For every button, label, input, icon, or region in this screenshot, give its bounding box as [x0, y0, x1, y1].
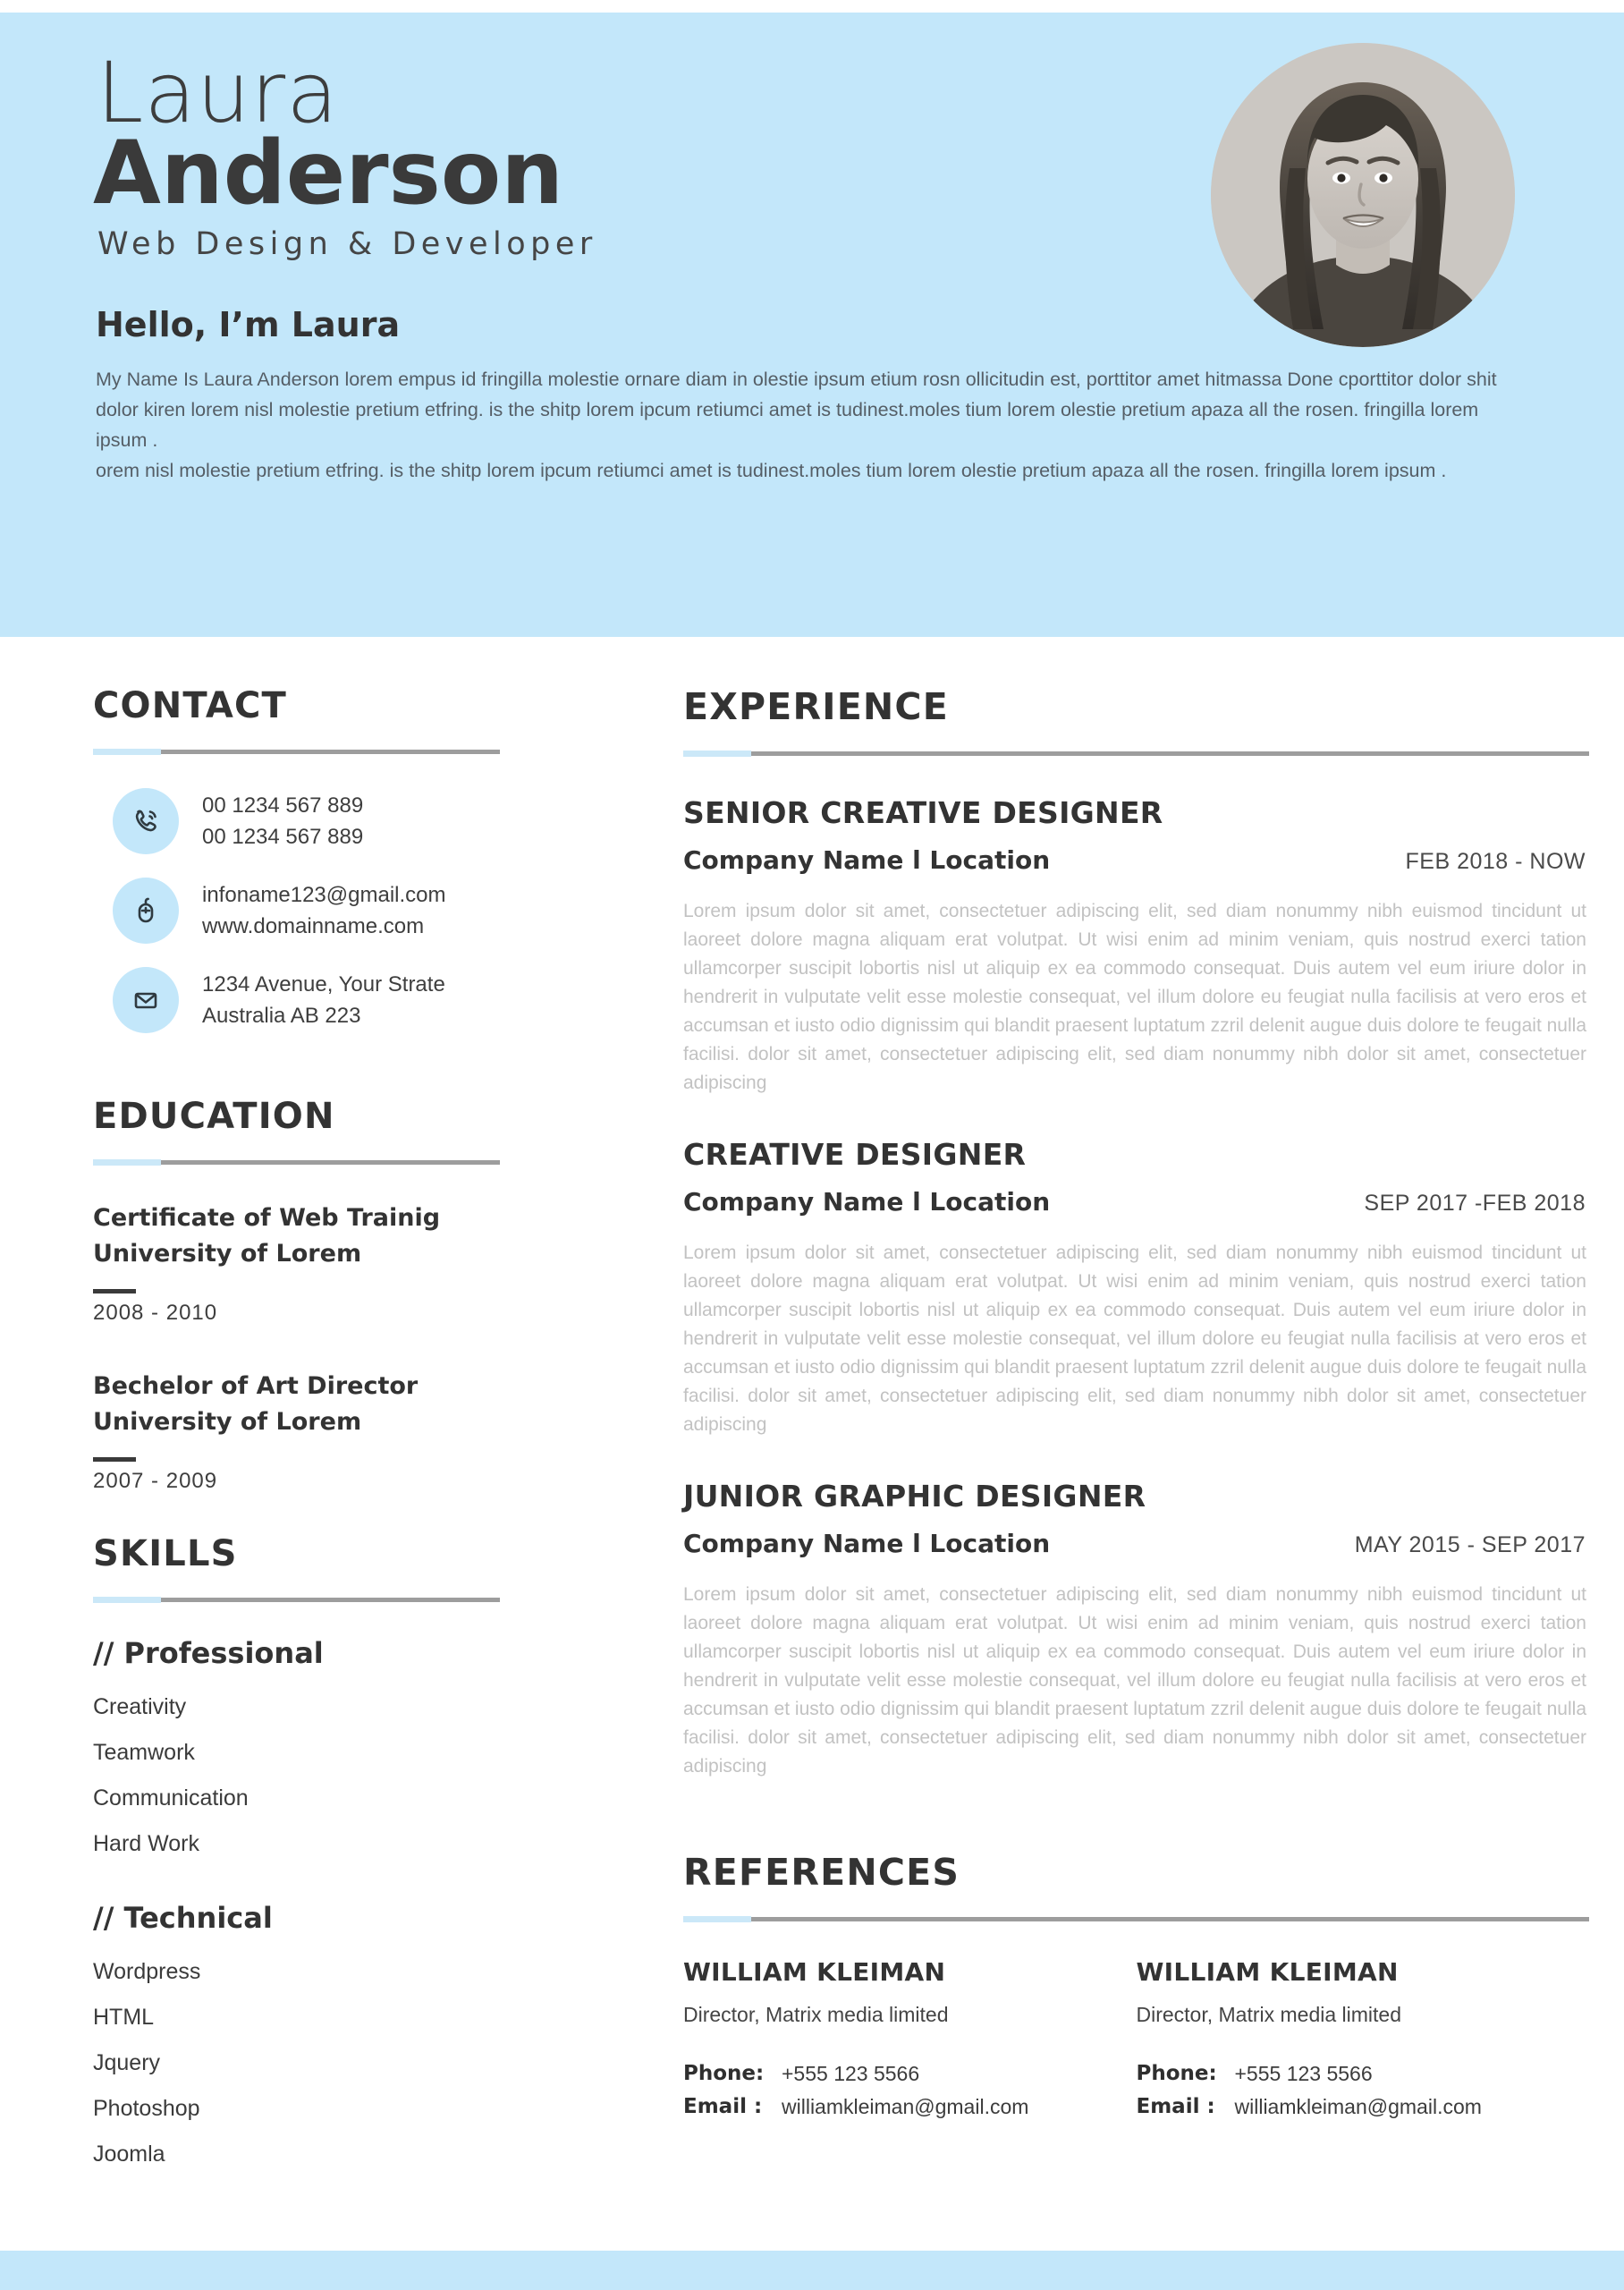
header-band [0, 13, 1624, 637]
references-divider [683, 1917, 1589, 1921]
skill-item: Wordpress [93, 1959, 201, 1984]
address-line-1: 1234 Avenue, Your Strate [202, 972, 445, 997]
education-divider [93, 1160, 500, 1165]
contact-row-web[interactable] [93, 878, 594, 944]
sidebar-column [93, 685, 594, 2177]
intro-paragraph-2: orem nisl molestie pretium etfring. is the shitp lorem ipcum retiumci amet is tudinest.moles tium lorem olestie pretium apaza all the rosen. fringilla lorem ipsum . [96, 460, 1447, 482]
two-column-layout [0, 637, 1624, 2177]
avatar [1211, 43, 1515, 347]
contact-row-address[interactable] [93, 967, 594, 1033]
reference-card [683, 1957, 1137, 2124]
job-description: Lorem ipsum dolor sit amet, consectetuer adipiscing elit, sed diam nonummy nibh euismod tincidunt ut laoreet dolore magna aliquam erat volutpat. Ut wisi enim ad minim veniam, quis nostrud exerci tation ullamcorper suscipit lobortis nisl ut aliquip ex ea commodo consequat. Duis autem vel eum iriure dolor in hendrerit in vulputate velit esse molestie consequat, vel illum dolore eu feugiat nulla facilisis at vero eros et accumsan et iusto odio dignissim qui blandit praesent luptatum zzril delenit augue duis dolore te feugait nulla facilisi. dolor sit amet, consectetuer adipiscing elit, sed diam nonummy nibh dolor sit amet, consectetuer adipiscing [683, 901, 1586, 1093]
references-grid [683, 1957, 1589, 2124]
education-title: EDUCATION [93, 1096, 335, 1137]
email-line: infoname123@gmail.com [202, 883, 446, 907]
section-contact [93, 685, 594, 1033]
phone-label: Phone: [683, 2062, 765, 2085]
skill-item: Teamwork [93, 1740, 195, 1765]
phone-icon [113, 788, 179, 854]
intro-paragraph-1: My Name Is Laura Anderson lorem empus id fringilla molestie ornare diam in olestie ipsum etium rosn ollicitudin est, porttitor amet hitmassa Done cporttitor dolor shit dolor kiren lorem nisl molestie pretium etfring. is the shitp lorem ipcum retiumci amet is tudinest.moles tium lorem olestie pretium apaza all the rosen. fringilla lorem ipsum . [96, 369, 1497, 452]
skill-item: Jquery [93, 2050, 161, 2075]
education-item [93, 1200, 594, 1326]
contact-address-text [202, 969, 445, 1031]
education-item [93, 1369, 594, 1494]
skill-item: Creativity [93, 1694, 187, 1719]
envelope-icon [113, 967, 179, 1033]
job-dates: SEP 2017 -FEB 2018 [1364, 1191, 1586, 1216]
body-content [0, 637, 1624, 2177]
education-degree: Bechelor of Art Director [93, 1372, 419, 1400]
skill-group-professional: // Professional [93, 1636, 324, 1670]
reference-email-line [683, 2091, 1119, 2124]
job-meta [683, 1187, 1589, 1217]
references-title: REFERENCES [683, 1851, 960, 1894]
job-company: Company Name l Location [683, 845, 1051, 875]
website-line: www.domainname.com [202, 914, 425, 938]
job-role: JUNIOR GRAPHIC DESIGNER [683, 1479, 1146, 1514]
job-dates: FEB 2018 - NOW [1405, 849, 1586, 874]
reference-phone: +555 123 5566 [1234, 2062, 1373, 2085]
education-school: University of Lorem [93, 1408, 362, 1436]
skill-group-technical: // Technical [93, 1901, 273, 1935]
section-education [93, 1096, 594, 1494]
intro-text [96, 364, 1530, 486]
skill-item: Communication [93, 1785, 249, 1811]
job-meta [683, 1529, 1589, 1558]
job-role: SENIOR CREATIVE DESIGNER [683, 795, 1163, 830]
phone-line-1: 00 1234 567 889 [202, 793, 364, 818]
reference-contact [1137, 2057, 1572, 2124]
reference-role: Director, Matrix media limited [683, 2003, 949, 2026]
main-column [594, 685, 1589, 2124]
section-skills [93, 1533, 594, 2177]
reference-email[interactable]: williamkleiman@gmail.com [782, 2095, 1029, 2118]
job-description: Lorem ipsum dolor sit amet, consectetuer adipiscing elit, sed diam nonummy nibh euismod tincidunt ut laoreet dolore magna aliquam erat volutpat. Ut wisi enim ad minim veniam, quis nostrud exerci tation ullamcorper suscipit lobortis nisl ut aliquip ex ea commodo consequat. Duis autem vel eum iriure dolor in hendrerit in vulputate velit esse molestie consequat, vel illum dolore eu feugiat nulla facilisis at vero eros et accumsan et iusto odio dignissim qui blandit praesent luptatum zzril delenit augue duis dolore te feugait nulla facilisi. dolor sit amet, consectetuer adipiscing elit, sed diam nonummy nibh dolor sit amet, consectetuer adipiscing [683, 1243, 1586, 1435]
job-title: Web Design & Developer [97, 226, 597, 263]
footer-band [0, 2251, 1624, 2290]
skills-divider [93, 1598, 500, 1602]
email-label: Email : [1136, 2095, 1215, 2118]
education-degree: Certificate of Web Trainig [93, 1204, 441, 1232]
experience-title: EXPERIENCE [683, 685, 949, 728]
job-role: CREATIVE DESIGNER [683, 1137, 1027, 1172]
education-dash [93, 1457, 136, 1462]
education-dash [93, 1289, 136, 1293]
reference-email-line [1137, 2091, 1572, 2124]
job-company: Company Name l Location [683, 1529, 1051, 1558]
reference-contact [683, 2057, 1119, 2124]
reference-card [1137, 1957, 1590, 2124]
reference-role: Director, Matrix media limited [1136, 2003, 1402, 2026]
reference-name: WILLIAM KLEIMAN [1136, 1957, 1399, 1987]
experience-item [683, 795, 1589, 1098]
contact-web-text [202, 879, 446, 942]
section-experience [683, 685, 1589, 1781]
spacer-skills [93, 1494, 594, 1533]
reference-phone: +555 123 5566 [782, 2062, 920, 2085]
skill-item: Photoshop [93, 2096, 200, 2121]
job-description: Lorem ipsum dolor sit amet, consectetuer adipiscing elit, sed diam nonummy nibh euismod tincidunt ut laoreet dolore magna aliquam erat volutpat. Ut wisi enim ad minim veniam, quis nostrud exerci tation ullamcorper suscipit lobortis nisl ut aliquip ex ea commodo consequat. Duis autem vel eum iriure dolor in hendrerit in vulputate velit esse molestie consequat, vel illum dolore eu feugiat nulla facilisis at vero eros et accumsan et iusto odio dignissim qui blandit praesent luptatum zzril delenit augue duis dolore te feugait nulla facilisi. dolor sit amet, consectetuer adipiscing elit, sed diam nonummy nibh dolor sit amet, consectetuer adipiscing [683, 1584, 1586, 1777]
email-label: Email : [683, 2095, 763, 2118]
skills-title: SKILLS [93, 1533, 238, 1574]
greeting-heading: Hello, I’m Laura [96, 305, 401, 345]
reference-email[interactable]: williamkleiman@gmail.com [1234, 2095, 1482, 2118]
reference-phone-line [683, 2057, 1119, 2091]
contact-list [93, 788, 594, 1033]
experience-divider [683, 751, 1589, 756]
skill-item: Joomla [93, 2142, 165, 2167]
job-company: Company Name l Location [683, 1187, 1051, 1217]
spacer-education [93, 1056, 594, 1096]
reference-phone-line [1137, 2057, 1572, 2091]
education-years: 2008 - 2010 [93, 1301, 218, 1325]
address-line-2: Australia AB 223 [202, 1004, 361, 1028]
section-references [683, 1851, 1589, 2124]
mouse-icon [113, 878, 179, 944]
contact-phone-text [202, 790, 363, 852]
phone-line-2: 00 1234 567 889 [202, 825, 364, 849]
first-name: Laura [97, 45, 339, 142]
job-meta [683, 845, 1589, 875]
experience-item [683, 1479, 1589, 1781]
education-school: University of Lorem [93, 1240, 362, 1268]
last-name: Anderson [93, 123, 563, 225]
contact-row-phone[interactable] [93, 788, 594, 854]
reference-name: WILLIAM KLEIMAN [683, 1957, 946, 1987]
education-years: 2007 - 2009 [93, 1469, 218, 1493]
profile-photo-illustration [1211, 43, 1515, 347]
experience-item [683, 1137, 1589, 1439]
contact-title: CONTACT [93, 685, 288, 726]
skill-item: HTML [93, 2005, 155, 2030]
job-dates: MAY 2015 - SEP 2017 [1354, 1532, 1586, 1557]
phone-label: Phone: [1136, 2062, 1217, 2085]
contact-divider [93, 750, 500, 754]
skill-item: Hard Work [93, 1831, 200, 1856]
